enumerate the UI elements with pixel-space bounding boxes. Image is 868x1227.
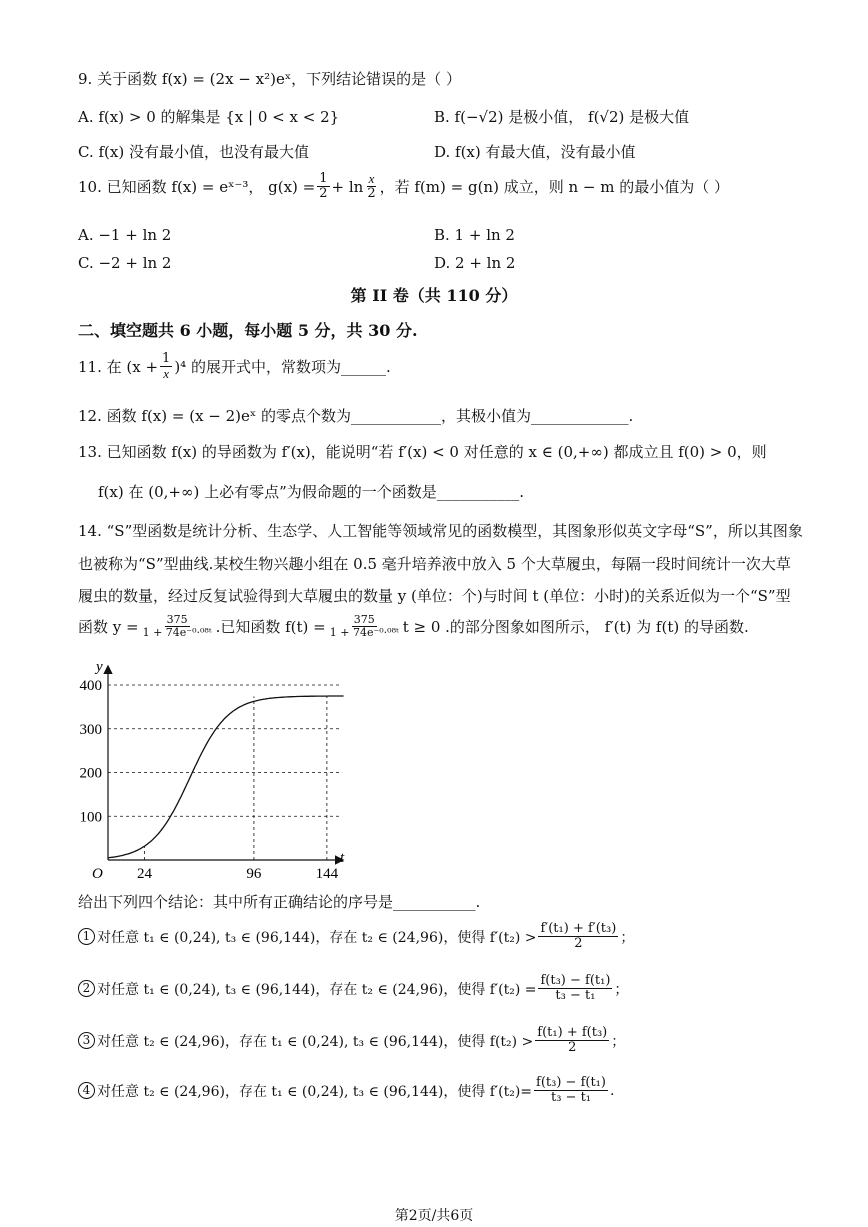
q14-conclusion-intro: 给出下列四个结论：其中所有正确结论的序号是___________. (78, 893, 481, 911)
q14-line3: 履虫的数量，经过反复试验得到大草履虫的数量 y (单位：个)与时间 t (单位：小时)的关系近似为一个“S”型 (78, 587, 791, 605)
y-axis-label: y (96, 659, 103, 675)
q10-stem-pre: 10. 已知函数 f(x) = eˣ⁻³， g(x) = (78, 178, 316, 197)
q14-line1: 14. “S”型函数是统计分析、生态学、人工智能等领域常见的函数模型，其图象形似英文字母“S”，所以其图象 (78, 522, 803, 540)
conclusion-3-frac-num: f(t₁) + f(t₃) (537, 1025, 608, 1040)
q10-frac-1 (317, 172, 329, 202)
chart-gridlines (108, 685, 342, 860)
q14-line4-b: .已知函数 f(t) = (215, 618, 326, 637)
x-tick-label-144: 144 (315, 866, 339, 882)
q11-pre: 11. 在 (x + (78, 358, 159, 377)
q10-frac-1-num: 1 (319, 171, 328, 186)
f-t-curve (108, 696, 344, 858)
q10-option-c: C. −2 + ln 2 (78, 254, 172, 272)
conclusion-2-number: 2 (78, 980, 95, 997)
conclusion-1-text: 对任意 t₁ ∈ (0,24), t₃ ∈ (96,144)，存在 t₂ ∈ (24,96)，使得 f′(t₂) > (97, 929, 537, 946)
q10-option-b: B. 1 + ln 2 (434, 226, 515, 244)
q13-line1: 13. 已知函数 f(x) 的导函数为 f′(x)，能说明“若 f′(x) < 0 对任意的 x ∈ (0,+∞) 都成立且 f(0) > 0，则 (78, 443, 767, 461)
q10-frac-2 (365, 172, 377, 202)
q11-frac-den: x (163, 366, 170, 382)
conclusion-2-frac (538, 974, 612, 1004)
y-tick-label-200: 200 (79, 765, 102, 782)
conclusion-1-frac-num: f′(t₁) + f′(t₃) (540, 921, 617, 936)
conclusion-2-text: 对任意 t₁ ∈ (0,24), t₃ ∈ (96,144)，存在 t₂ ∈ (24,96)，使得 f′(t₂) = (97, 981, 537, 998)
y-tick-label-100: 100 (79, 809, 102, 826)
conclusion-3-frac-den: 2 (568, 1040, 577, 1056)
q11-post: )⁴ 的展开式中，常数项为______. (174, 358, 391, 377)
q14-frac-y (141, 614, 214, 639)
q14-line2: 也被称为“S”型曲线.某校生物兴趣小组在 0.5 毫升培养液中放入 5 个大草履虫，每隔一段时间统计一次大草 (78, 555, 791, 573)
conclusion-2 (78, 974, 628, 1004)
part2-title: 第 II 卷（共 110 分） (350, 286, 518, 305)
conclusion-2-frac-num: f(t₃) − f(t₁) (540, 973, 611, 988)
q13-line2: f(x) 在 (0,+∞) 上必有零点”为假命题的一个函数是___________. (98, 483, 525, 501)
conclusion-4-text: 对任意 t₂ ∈ (24,96)，存在 t₁ ∈ (0,24), t₃ ∈ (96,144)，使得 f′(t₂)= (97, 1083, 533, 1100)
q10-stem-mid: + ln (331, 177, 364, 196)
q14-line4-c: t ≥ 0 .的部分图象如图所示， f′(t) 为 f(t) 的导函数. (402, 618, 749, 637)
conclusion-3-frac (535, 1026, 609, 1056)
q9-option-b: B. f(−√2) 是极小值， f(√2) 是极大值 (434, 108, 690, 126)
q11 (78, 352, 391, 382)
q14-frac-y-num: 375 (166, 613, 188, 626)
q14-frac-y-den: 1 + 74e⁻⁰·⁰⁸ᵗ (142, 626, 212, 640)
q14-frac-f (328, 614, 401, 639)
conclusion-4-frac (534, 1076, 608, 1106)
page-footer: 第2页/共6页 (394, 1208, 474, 1224)
conclusion-3-text: 对任意 t₂ ∈ (24,96)，存在 t₁ ∈ (0,24), t₃ ∈ (96,144)，使得 f(t₂) > (97, 1033, 534, 1050)
chart-ticks (80, 678, 339, 882)
x-tick-label-96: 96 (246, 866, 262, 882)
q10-stem-post: ，若 f(m) = g(n) 成立，则 n − m 的最小值为（ ） (379, 178, 729, 197)
x-tick-label-24: 24 (136, 866, 152, 882)
s-curve-chart (70, 655, 360, 885)
q14-line4 (78, 614, 749, 639)
y-tick-label-300: 300 (79, 721, 102, 738)
conclusion-4-number: 4 (78, 1082, 95, 1099)
q10-stem (78, 172, 729, 202)
conclusion-4 (78, 1076, 614, 1106)
x-axis-label: t (340, 850, 345, 866)
conclusion-1-frac-den: 2 (574, 936, 583, 952)
origin-label: O (92, 866, 103, 882)
conclusion-3 (78, 1026, 625, 1056)
conclusion-2-frac-den: t₃ − t₁ (555, 988, 596, 1004)
q9-option-c: C. f(x) 没有最小值，也没有最大值 (78, 143, 309, 161)
q14-frac-f-num: 375 (353, 613, 375, 626)
conclusion-1-frac (538, 922, 618, 952)
q9-option-a: A. f(x) > 0 的解集是 {x | 0 < x < 2} (78, 108, 340, 126)
conclusion-1 (78, 922, 634, 952)
y-tick-label-400: 400 (79, 678, 102, 694)
q14-frac-f-den: 1 + 74e⁻⁰·⁰⁸ᵗ (329, 626, 399, 640)
q10-frac-1-den: 2 (319, 186, 328, 202)
conclusion-1-end: ； (620, 929, 635, 946)
q9-option-d: D. f(x) 有最大值，没有最小值 (434, 143, 636, 161)
q12: 12. 函数 f(x) = (x − 2)eˣ 的零点个数为____________，其极小值为_____________. (78, 407, 634, 425)
section2-title: 二、填空题共 6 小题，每小题 5 分，共 30 分. (78, 321, 418, 340)
q11-frac (160, 352, 172, 382)
q10-frac-2-num: x (368, 171, 375, 186)
conclusion-3-end: ； (611, 1033, 626, 1050)
conclusion-4-frac-num: f(t₃) − f(t₁) (536, 1075, 606, 1090)
conclusion-3-number: 3 (78, 1032, 95, 1049)
q10-option-a: A. −1 + ln 2 (78, 226, 172, 244)
conclusion-2-end: ； (614, 981, 629, 998)
q10-frac-2-den: 2 (367, 186, 376, 202)
conclusion-1-number: 1 (78, 928, 95, 945)
q10-option-d: D. 2 + ln 2 (434, 254, 516, 272)
conclusion-4-end: . (609, 1082, 615, 1099)
q14-line4-a: 函数 y = (78, 618, 139, 637)
q11-frac-num: 1 (162, 351, 171, 366)
conclusion-4-frac-den: t₃ − t₁ (550, 1090, 592, 1106)
q9-stem: 9. 关于函数 f(x) = (2x − x²)eˣ，下列结论错误的是（ ） (78, 70, 461, 88)
